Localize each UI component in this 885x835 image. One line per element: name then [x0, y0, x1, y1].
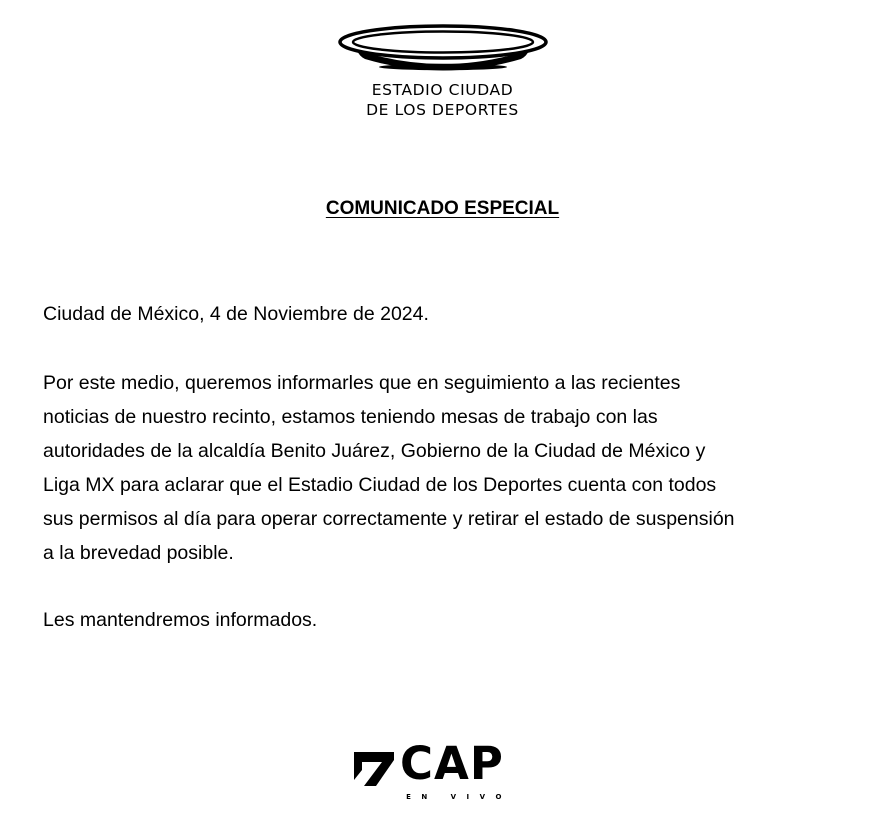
stadium-name-line2: DE LOS DEPORTES	[366, 101, 519, 119]
cap-mark-icon	[352, 750, 396, 788]
cap-tagline: EN VIVO	[406, 793, 512, 801]
cap-wordmark: CAP	[400, 737, 504, 790]
paragraph-line: sus permisos al día para operar correctamente y retirar el estado de suspensión	[43, 508, 735, 530]
date-line: Ciudad de México, 4 de Noviembre de 2024.	[43, 303, 429, 325]
main-paragraph	[43, 366, 843, 570]
paragraph-line: a la brevedad posible.	[43, 542, 234, 564]
paragraph-line: Por este medio, queremos informarles que en seguimiento a las recientes	[43, 372, 681, 394]
stadium-logo	[0, 20, 885, 120]
stadium-name-line1: ESTADIO CIUDAD	[371, 81, 514, 99]
paragraph-line: Liga MX para aclarar que el Estadio Ciudad de los Deportes cuenta con todos	[43, 474, 717, 496]
paragraph-line: autoridades de la alcaldía Benito Juárez, Gobierno de la Ciudad de México y	[43, 440, 706, 462]
stadium-name	[0, 80, 885, 120]
cap-logo	[352, 737, 522, 806]
stadium-bowl-icon	[337, 20, 549, 76]
paragraph-line: noticias de nuestro recinto, estamos teniendo mesas de trabajo con las	[43, 406, 658, 428]
document-title: COMUNICADO ESPECIAL	[325, 198, 560, 219]
closing-line: Les mantendremos informados.	[43, 609, 318, 631]
